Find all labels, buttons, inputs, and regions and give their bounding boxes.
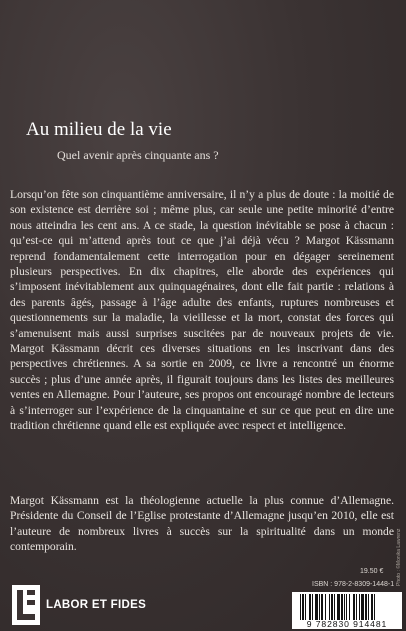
publisher-name: LABOR ET FIDES	[46, 599, 147, 611]
book-title: Au milieu de la vie	[26, 119, 172, 140]
book-summary: Lorsqu’on fête son cinquantième anniversaire, il n’y a plus de doute : la moitié de son existence est derrière soi ; même plus, car seule une petite minorité d’entre nous atteindra les cent ans. A ce stade, la question inévitable se pose à chacun : qu’est-ce qui m’attend après tout ce que j’ai déjà vécu ? Margot Kässmann reprend fondamentalement cette interrogation pour en dégager sereinement plusieurs perspectives. En dix chapitres, elle aborde des expériences qui s’imposent inévitablement aux quinquagénaires, dont elle fait partie : relations à des parents âgés, passage à l’âge adulte des enfants, ruptures nombreuses et questionnements sur la maladie, la vieillesse et la mort, constat des forces qui s’amenuisent mais aussi surprises suscitées par de nouveaux projets de vie. Margot Kässmann décrit ces diverses situations en les inscrivant dans des perspectives chrétiennes. A sa sortie en 2009, ce livre a rencontré un énorme succès ; plus d’une année après, il figurait toujours dans les listes des meilleures ventes en Allemagne. Pour l’auteure, ses propos ont encouragé nombre de lecteurs à s’interroger sur l’expérience de la cinquantaine et sur ce que peut en dire une tradition chrétienne quand elle est expliquée avec respect et intelligence.	[10, 188, 394, 433]
isbn-label: ISBN : 978-2-8309-1448-1	[312, 581, 395, 588]
publisher-block	[12, 585, 146, 625]
price-label: 19.50 €	[360, 568, 384, 575]
book-subtitle: Quel avenir après cinquante ans ?	[57, 148, 219, 162]
barcode-bars	[300, 594, 398, 620]
barcode-digits: 9 782830 914481	[306, 619, 388, 629]
photo-credit: Photo : ©Monika Lawrenz	[396, 528, 402, 586]
barcode	[292, 592, 402, 629]
labor-et-fides-logo-icon	[12, 585, 40, 625]
author-bio: Margot Kässmann est la théologienne actuelle la plus connue d’Allemagne. Présidente du Conseil de l’Eglise protestante d’Allemagne jusqu’en 2010, elle est l’auteure de nombreux livres à succès sur la spiritualité dans un monde contemporain.	[10, 494, 394, 554]
